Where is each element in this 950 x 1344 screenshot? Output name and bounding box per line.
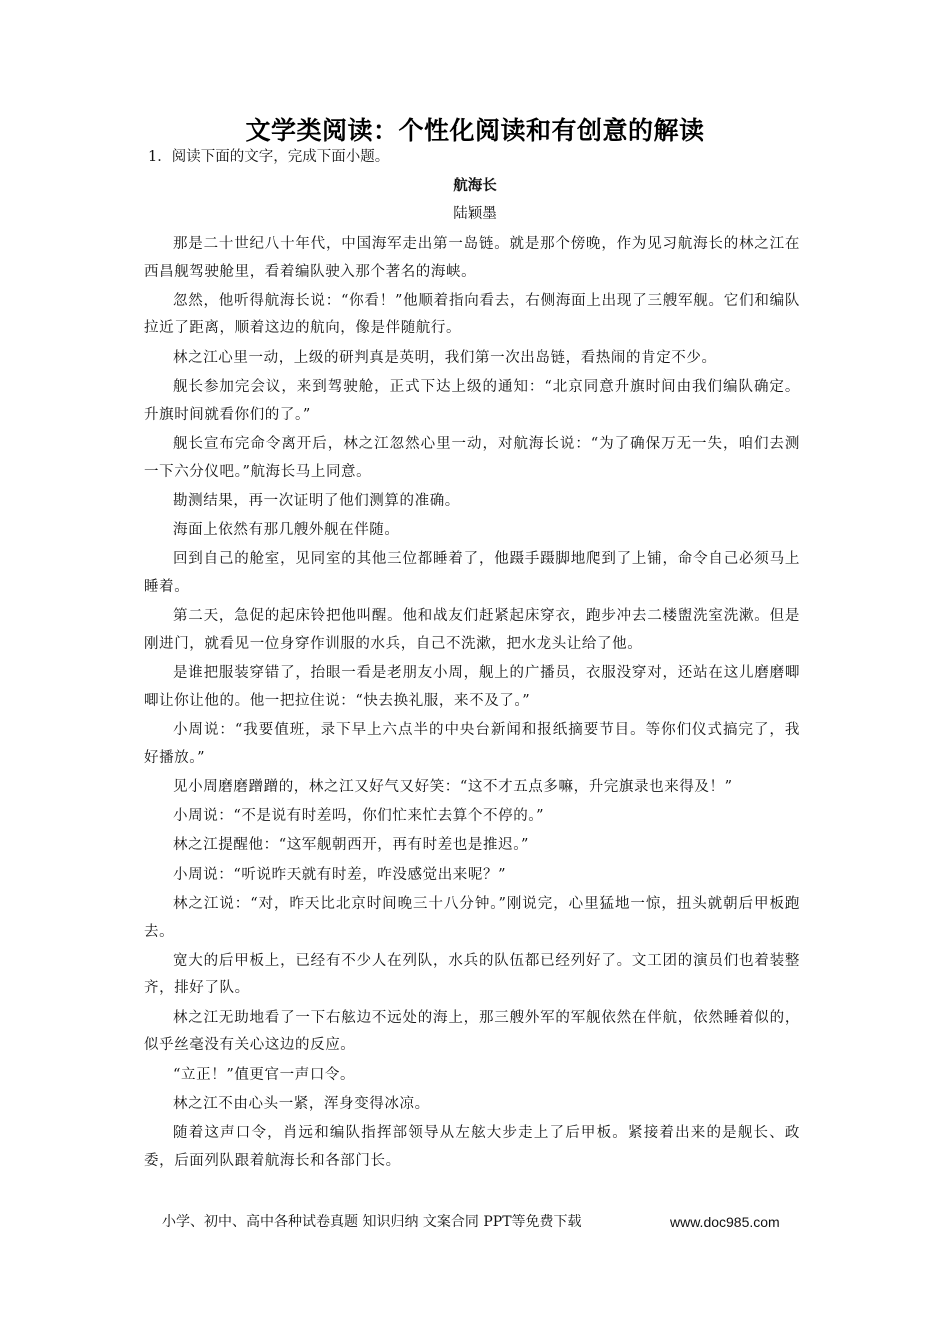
footer-text: 小学、初中、高中各种试卷真题 知识归纳 文案合同 PPT等免费下载 <box>162 1214 582 1230</box>
paragraph: 勘测结果，再一次证明了他们测算的准确。 <box>173 492 460 509</box>
paragraph: 见小周磨磨蹭蹭的，林之江又好气又好笑：“这不才五点多嘛，升完旗录也来得及！” <box>173 778 733 795</box>
paragraph: 海面上依然有那几艘外舰在伴随。 <box>173 522 400 539</box>
paragraph: 随着这声口令，肖远和编队指挥部领导从左舷大步走上了后甲板。紧接着出来的是舰长、政委，后面列队跟着航海长和各部门长。 <box>144 1125 800 1169</box>
paragraph: 小周说：“不是说有时差吗，你们忙来忙去算个不停的。” <box>173 808 545 825</box>
paragraph: 林之江无助地看了一下右舷边不远处的海上，那三艘外军的军舰依然在伴航，依然睡着似的，似乎丝毫没有关心这边的反应。 <box>144 1009 800 1054</box>
paragraph: 林之江不由心头一紧，浑身变得冰凉。 <box>173 1095 430 1112</box>
page-footer <box>162 1211 802 1233</box>
paragraph: 林之江提醒他：“这军舰朝西开，再有时差也是推迟。” <box>173 837 530 854</box>
paragraph: 舰长宣布完命令离开后，林之江忽然心里一动，对航海长说：“为了确保万无一失，咱们去测一下六分仪吧。”航海长马上同意。 <box>144 435 800 480</box>
paragraph: 忽然，他听得航海长说：“你看！”他顺着指向看去，右侧海面上出现了三艘军舰。它们和编队拉近了距离，顺着这边的航向，像是伴随航行。 <box>144 292 800 337</box>
paragraph: 是谁把服装穿错了，抬眼一看是老朋友小周，舰上的广播员，衣服没穿对，还站在这儿磨磨唧唧让你让他的。他一把拉住说：“快去换礼服，来不及了。” <box>144 665 800 709</box>
paragraph: 回到自己的舱室，见同室的其他三位都睡着了，他蹑手蹑脚地爬到了上铺，命令自己必须马上睡着。 <box>144 551 800 595</box>
paragraph: 那是二十世纪八十年代，中国海军走出第一岛链。就是那个傍晚，作为见习航海长的林之江在西昌舰驾驶舱里，看着编队驶入那个著名的海峡。 <box>144 236 800 280</box>
paragraph: 第二天，急促的起床铃把他叫醒。他和战友们赶紧起床穿衣，跑步冲去二楼盥洗室洗漱。但是刚进门，就看见一位身穿作训服的水兵，自己不洗漱，把水龙头让给了他。 <box>144 608 800 652</box>
paragraph: “立正！”值更官一声口令。 <box>173 1066 356 1083</box>
paragraph: 小周说：“听说昨天就有时差，咋没感觉出来呢？” <box>173 866 507 883</box>
story-author: 陆颖墨 <box>453 206 497 222</box>
paragraph: 舰长参加完会议，来到驾驶舱，正式下达上级的通知：“北京同意升旗时间由我们编队确定。升旗时间就看你们的了。” <box>144 379 800 423</box>
document-title: 文学类阅读：个性化阅读和有创意的解读 <box>245 116 705 145</box>
footer-site-link[interactable]: www.doc985.com <box>670 1214 780 1230</box>
paragraph: 林之江心里一动，上级的研判真是英明，我们第一次出岛链，看热闹的肯定不少。 <box>173 349 717 366</box>
story-title: 航海长 <box>453 177 497 194</box>
paragraph: 宽大的后甲板上，已经有不少人在列队，水兵的队伍都已经列好了。文工团的演员们也着装整齐，排好了队。 <box>144 952 800 997</box>
paragraph: 小周说：“我要值班，录下早上六点半的中央台新闻和报纸摘要节目。等你们仪式搞完了，我好播放。” <box>144 721 800 766</box>
question-prompt: 1．阅读下面的文字，完成下面小题。 <box>148 149 390 165</box>
paragraph: 林之江说：“对，昨天比北京时间晚三十八分钟。”刚说完，心里猛地一惊，扭头就朝后甲板跑去。 <box>144 895 800 940</box>
story-body <box>144 231 800 1177</box>
